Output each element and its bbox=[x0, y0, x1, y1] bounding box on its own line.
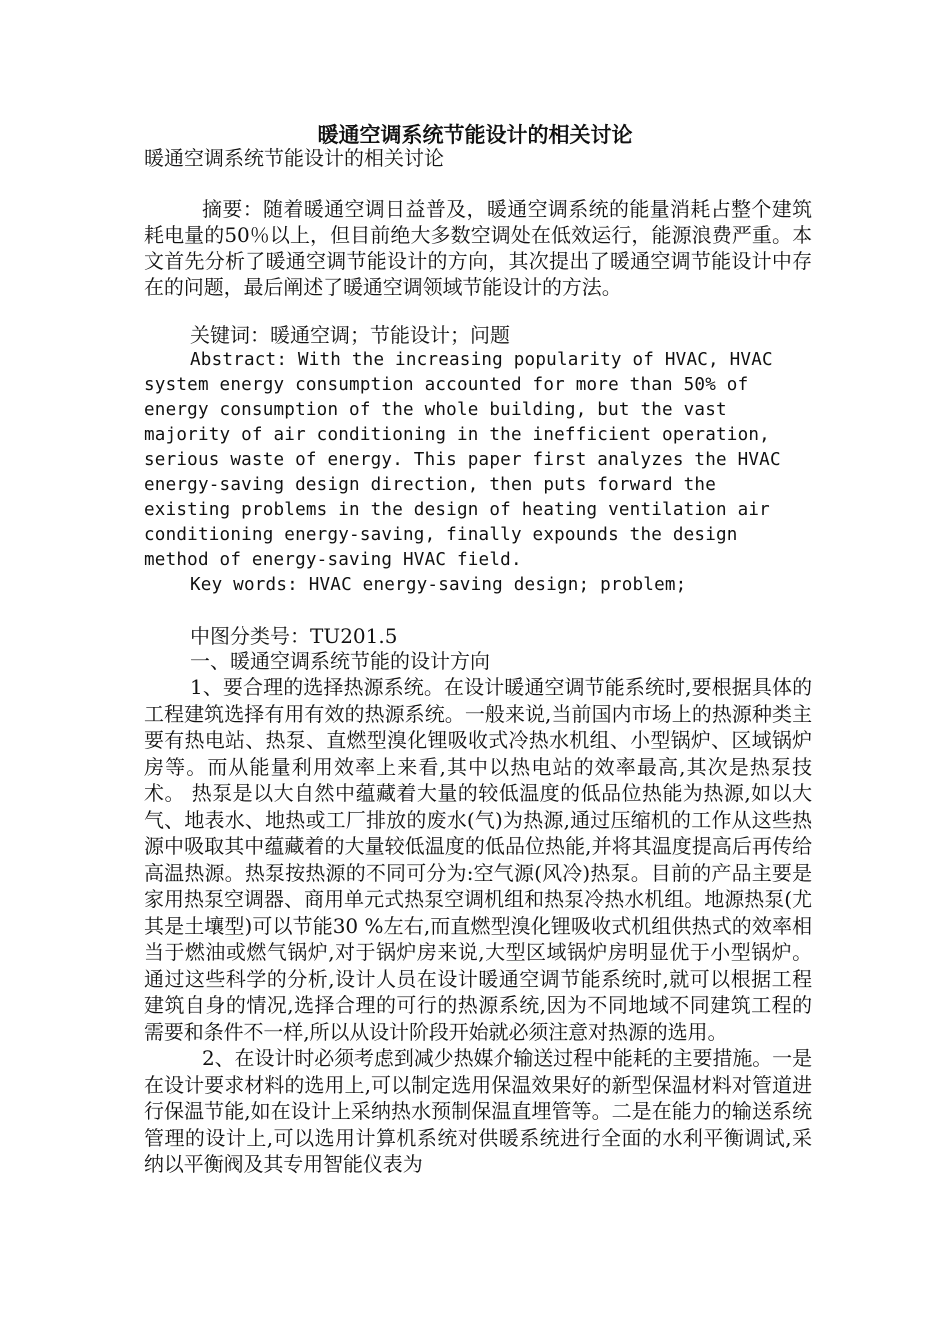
document-subtitle: 暖通空调系统节能设计的相关讨论 bbox=[144, 146, 444, 170]
paragraph-2: 2、在设计时必须考虑到减少热媒介输送过程中能耗的主要措施。一是在设计要求材料的选用上,可以制定选用保温效果好的新型保温材料对管道进行保温节能,如在设计上采纳热水预制保温直埋管等。二是在能力的输送系统管理的设计上,可以选用计算机系统对供暖系统进行全面的水利平衡调试,采纳以平衡阀及其专用智能仪表为 bbox=[144, 1046, 812, 1176]
paragraph-1: 1、要合理的选择热源系统。在设计暖通空调节能系统时,要根据具体的工程建筑选择有用有效的热源系统。一般来说,当前国内市场上的热源种类主要有热电站、热泵、直燃型溴化锂吸收式冷热水机组、小型锅炉、区域锅炉房等。而从能量利用效率上来看,其中以热电站的效率最高,其次是热泵技术。 热泵是以大自然中蕴藏着大量的较低温度的低品位热能为热源,如以大气、地表水、地热或工厂排放的废水(气)为热源,通过压缩机的工作从这些热源中吸取其中蕴藏着的大量较低温度的低品位热能,并将其温度提高后再传给高温热源。热泵按热源的不同可分为:空气源(风冷)热泵。目前的产品主要是家用热泵空调器、商用单元式热泵空调机组和热泵冷热水机组。地源热泵(尤其是土壤型)可以节能30 %左右,而直燃型溴化锂吸收式机组供热式的效率相当于燃油或燃气锅炉,对于锅炉房来说,大型区域锅炉房明显优于小型锅炉。通过这些科学的分析,设计人员在设计暖通空调节能系统时,就可以根据工程建筑自身的情况,选择合理的可行的热源系统,因为不同地域不同建筑工程的需要和条件不一样,所以从设计阶段开始就必须注意对热源的选用。 bbox=[144, 675, 812, 1044]
classification-number: 中图分类号：TU201.5 bbox=[190, 624, 398, 648]
spacer bbox=[144, 300, 812, 322]
abstract-en: Abstract: With the increasing popularity of HVAC, HVAC system energy consumption accounted for more than 50% of energy consumption of the whole building, but the vast majority of air conditioning in the inefficient operation, serious waste of energy. This paper first analyzes the HVAC energy-saving design direction, then puts forward the existing problems in the design of heating ventilation air conditioning energy-saving, finally expounds the design method of energy-saving HVAC field. bbox=[144, 350, 781, 570]
abstract-cn: 摘要：随着暖通空调日益普及，暖通空调系统的能量消耗占整个建筑耗电量的50％以上，但目前绝大多数空调处在低效运行，能源浪费严重。本文首先分析了暖通空调节能设计的方向，其次提出了暖通空调节能设计中存在的问题，最后阐述了暖通空调领域节能设计的方法。 bbox=[144, 197, 812, 299]
keywords-cn: 关键词：暖通空调；节能设计；问题 bbox=[190, 323, 510, 347]
spacer bbox=[144, 171, 812, 196]
spacer bbox=[144, 598, 812, 623]
document-body bbox=[144, 146, 812, 1178]
section-heading: 一、暖通空调系统节能的设计方向 bbox=[190, 649, 490, 673]
keywords-en: Key words: HVAC energy-saving design; problem; bbox=[190, 575, 687, 595]
document-title: 暖通空调系统节能设计的相关讨论 bbox=[317, 122, 633, 147]
